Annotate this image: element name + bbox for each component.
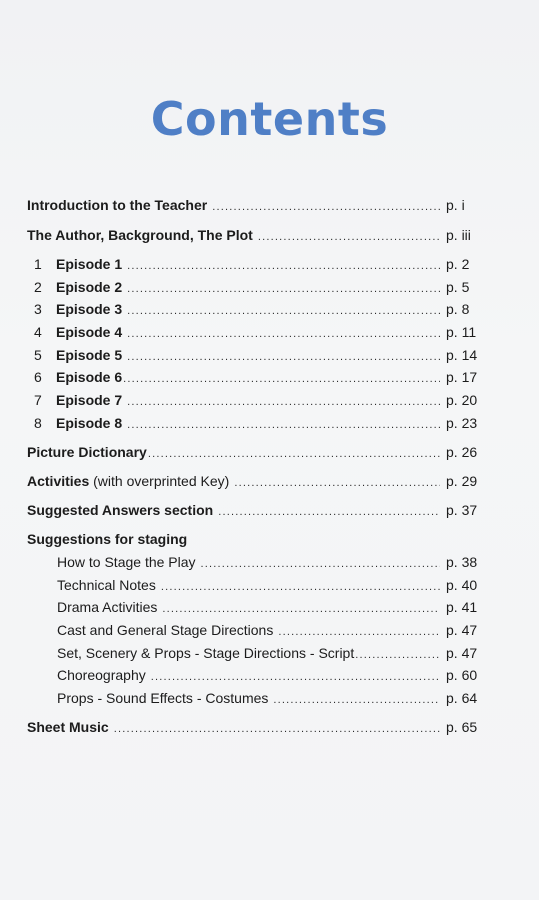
dot-leader [273,690,440,710]
dot-leader [148,444,440,464]
toc-entry-page: p. 23 [446,415,478,431]
dot-leader [162,599,440,619]
toc-entry-page: p. 47 [446,622,478,638]
toc-entry-page: p. 20 [446,392,478,408]
toc-entry-page: p. 14 [446,347,478,363]
toc-entry-page: p. 5 [446,279,470,295]
toc-entry-page: p. 17 [446,369,478,385]
toc-subentry-label: Cast and General Stage Directions [57,622,274,638]
dot-leader [278,622,440,642]
toc-entry-label: Picture Dictionary [27,444,147,460]
dot-leader [114,719,440,739]
toc-entry-label: Suggested Answers section [27,502,214,518]
dot-leader [123,369,440,389]
toc-section-heading-staging [27,529,484,549]
toc-entry-page: p. 29 [446,473,478,489]
toc-entry-page: p. 8 [446,301,470,317]
dot-leader [355,645,440,665]
toc-entry-label: Sheet Music [27,719,109,735]
toc-subentry-label: Choreography [57,667,146,683]
toc-entry-page: p. 41 [446,599,478,615]
toc-subentry [57,575,484,595]
toc-entry-page: p. 64 [446,690,478,706]
toc-subentry [57,620,484,640]
section-heading: Suggestions for staging [27,531,188,547]
page-title: Contents [150,92,389,146]
dot-leader [218,502,440,522]
toc-entry-episode-5 [27,345,484,365]
episode-number: 7 [34,392,42,408]
toc-subentry-label: Technical Notes [57,577,156,593]
toc-entry-page: p. 26 [446,444,478,460]
toc-entry-page: p. 38 [446,554,478,570]
dot-leader [127,415,440,435]
dot-leader [201,554,440,574]
toc-entry-label-note: (with overprinted Key) [89,473,230,489]
toc-entry-label: Introduction to the Teacher [27,197,208,213]
toc-subentry-label: Props - Sound Effects - Costumes [57,690,269,706]
toc-entry-episode-4 [27,322,484,342]
dot-leader [127,256,440,276]
toc-subentry [57,552,484,572]
toc-subentry-label: How to Stage the Play [57,554,196,570]
toc-entry-author [27,225,484,245]
episode-number: 6 [34,369,42,385]
dot-leader [127,347,440,367]
toc-entry-introduction [27,195,484,215]
dot-leader [127,324,440,344]
toc-entry-label: Episode 7 [56,392,123,408]
toc-entry-page: p. iii [446,227,471,243]
episode-number: 5 [34,347,42,363]
toc-entry-label: Episode 2 [56,279,123,295]
episode-number: 1 [34,256,42,272]
toc-entry-page: p. i [446,197,465,213]
toc-entry-label: The Author, Background, The Plot [27,227,253,243]
toc-entry-sheet-music [27,717,484,737]
toc-entry-label: Activities [27,473,90,489]
toc-entry-label: Episode 3 [56,301,123,317]
dot-leader [161,577,440,597]
toc-subentry [57,688,484,708]
toc-entry-suggested-answers [27,500,484,520]
toc-entry-page: p. 2 [446,256,470,272]
dot-leader [258,227,440,247]
toc-entry-page: p. 11 [446,324,477,340]
toc-subentry-label: Drama Activities [57,599,158,615]
toc-subentry [57,665,484,685]
toc-entry-label: Episode 6 [56,369,123,385]
toc-entry-episode-1 [27,254,484,274]
toc-entry-episode-3 [27,299,484,319]
toc-entry-label: Episode 5 [56,347,123,363]
toc-subentry-label: Set, Scenery & Props - Stage Directions - Script [57,645,355,661]
dot-leader [151,667,440,687]
toc-entry-page: p. 47 [446,645,478,661]
dot-leader [127,301,440,321]
toc-entry-page: p. 65 [446,719,478,735]
episode-number: 4 [34,324,42,340]
toc-entry-page: p. 60 [446,667,478,683]
toc-entry-label: Episode 8 [56,415,123,431]
toc-subentry [57,597,484,617]
toc-entry-label: Episode 4 [56,324,123,340]
toc-entry-episode-2 [27,277,484,297]
toc-entry-episode-7 [27,390,484,410]
toc-entry-episode-6 [27,367,484,387]
dot-leader [212,197,440,217]
toc-entry-page: p. 37 [446,502,478,518]
dot-leader [127,392,440,412]
toc-entry-label: Episode 1 [56,256,123,272]
dot-leader [127,279,440,299]
toc-entry-page: p. 40 [446,577,478,593]
episode-number: 3 [34,301,42,317]
episode-number: 2 [34,279,42,295]
toc-entry-episode-8 [27,413,484,433]
toc-entry-activities [27,471,484,491]
episode-number: 8 [34,415,42,431]
toc-entry-picture-dictionary [27,442,484,462]
dot-leader [234,473,440,493]
toc-subentry [57,643,484,663]
